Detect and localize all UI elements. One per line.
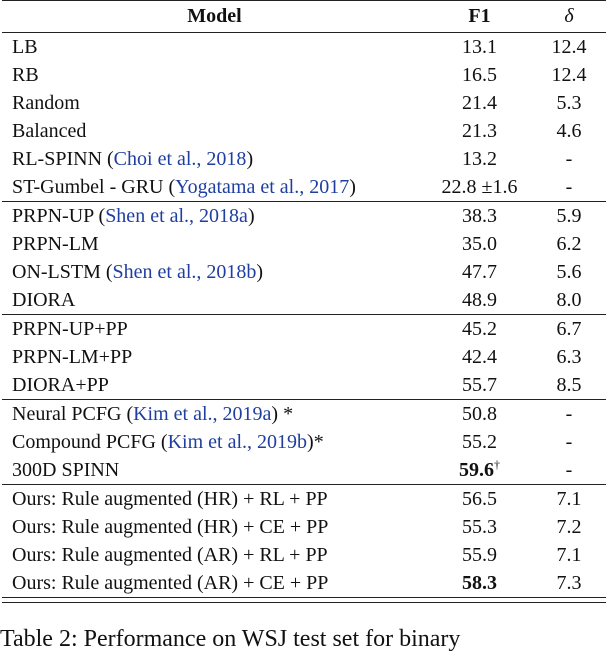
- header-model: Model: [187, 5, 242, 27]
- model-cell: [2, 261, 427, 284]
- delta-cell: 7.2: [556, 515, 582, 538]
- f1-value: 55.3: [462, 515, 497, 538]
- f1-value: 21.4: [462, 91, 497, 114]
- delta-cell: 6.7: [556, 317, 582, 340]
- table-row: [2, 371, 606, 399]
- f1-cell: [427, 92, 532, 115]
- f1-value: 42.4: [462, 345, 497, 368]
- model-name: Ours: Rule augmented (HR) + RL + PP: [12, 487, 328, 510]
- f1-value: 55.9: [462, 543, 497, 566]
- f1-cell: [427, 403, 532, 426]
- model-name: Ours: Rule augmented (AR) + CE + PP: [12, 571, 329, 594]
- table-row: [2, 286, 606, 314]
- citation-link[interactable]: Choi et al., 2018: [113, 147, 247, 170]
- f1-cell: [427, 64, 532, 87]
- table-row: [2, 145, 606, 173]
- delta-cell: 5.3: [556, 91, 582, 114]
- results-table: [2, 0, 606, 603]
- model-cell: [2, 92, 427, 115]
- f1-value: 21.3: [462, 119, 497, 142]
- header-f1: F1: [468, 5, 491, 27]
- f1-cell: [427, 456, 532, 482]
- model-cell: [2, 544, 427, 567]
- model-name: PRPN-LM+PP: [12, 345, 133, 368]
- f1-cell: [427, 572, 532, 595]
- model-suffix: ): [247, 204, 255, 227]
- delta-cell: 7.1: [556, 487, 582, 510]
- f1-cell: [427, 176, 532, 199]
- table-row: [2, 202, 606, 230]
- model-cell: [2, 516, 427, 539]
- f1-value: 56.5: [462, 487, 497, 510]
- f1-cell: [427, 289, 532, 312]
- header-delta: δ: [564, 5, 574, 27]
- model-cell: [2, 318, 427, 341]
- model-name: DIORA+PP: [12, 373, 109, 396]
- f1-cell: [427, 431, 532, 454]
- model-suffix: ): [256, 260, 264, 283]
- model-suffix: ): [246, 147, 254, 170]
- model-cell: [2, 64, 427, 87]
- model-cell: [2, 346, 427, 369]
- model-cell: [2, 205, 427, 228]
- delta-cell: 6.2: [556, 232, 582, 255]
- citation-link[interactable]: Shen et al., 2018a: [105, 204, 248, 227]
- delta-cell: -: [565, 458, 573, 481]
- table-caption: Table 2: Performance on WSJ test set for binary: [0, 626, 461, 652]
- group-rule: [2, 597, 606, 598]
- f1-value: 22.8 ±1.6: [441, 175, 518, 198]
- f1-value: 59.6: [459, 458, 494, 481]
- model-name: DIORA: [12, 288, 76, 311]
- f1-cell: [427, 374, 532, 397]
- f1-value: 48.9: [462, 288, 497, 311]
- f1-value: 47.7: [462, 260, 497, 283]
- model-name: PRPN-LM: [12, 232, 99, 255]
- table-row: [2, 89, 606, 117]
- model-suffix: ) *: [271, 402, 294, 425]
- f1-value: 38.3: [462, 204, 497, 227]
- delta-cell: 7.3: [556, 571, 582, 594]
- model-suffix: ): [349, 175, 356, 198]
- delta-cell: 4.6: [556, 119, 582, 142]
- citation-link[interactable]: Kim et al., 2019b: [167, 430, 308, 453]
- f1-cell: [427, 261, 532, 284]
- model-cell: [2, 572, 427, 595]
- delta-cell: -: [565, 175, 573, 198]
- f1-cell: [427, 120, 532, 143]
- model-cell: [2, 148, 427, 171]
- f1-value: 13.2: [462, 147, 497, 170]
- model-name: Neural PCFG (: [12, 402, 134, 425]
- citation-link[interactable]: Yogatama et al., 2017: [175, 175, 350, 198]
- f1-cell: [427, 318, 532, 341]
- f1-value: 50.8: [462, 402, 497, 425]
- dagger-mark: †: [494, 456, 500, 471]
- f1-value: 58.3: [462, 571, 497, 594]
- model-cell: [2, 289, 427, 312]
- citation-link[interactable]: Kim et al., 2019a: [133, 402, 272, 425]
- model-name: Ours: Rule augmented (AR) + RL + PP: [12, 543, 328, 566]
- f1-value: 16.5: [462, 63, 497, 86]
- citation-link[interactable]: Shen et al., 2018b: [112, 260, 257, 283]
- delta-cell: -: [565, 430, 573, 453]
- table-row: [2, 117, 606, 145]
- model-name: RB: [12, 63, 39, 86]
- delta-cell: -: [565, 147, 573, 170]
- f1-cell: [427, 516, 532, 539]
- table-row: [2, 230, 606, 258]
- f1-cell: [427, 346, 532, 369]
- delta-cell: -: [565, 402, 573, 425]
- table-row: [2, 400, 606, 428]
- table-row: [2, 173, 606, 201]
- delta-cell: 6.3: [556, 345, 582, 368]
- f1-cell: [427, 233, 532, 256]
- model-name: Compound PCFG (: [12, 430, 168, 453]
- table-row: [2, 315, 606, 343]
- model-name: ST-Gumbel - GRU (: [12, 175, 176, 198]
- model-cell: [2, 176, 427, 199]
- table-body: [2, 33, 606, 603]
- f1-cell: [427, 205, 532, 228]
- table-row: [2, 513, 606, 541]
- table-row: [2, 33, 606, 61]
- model-cell: [2, 431, 427, 454]
- delta-cell: 12.4: [551, 63, 587, 86]
- delta-cell: 5.9: [556, 204, 582, 227]
- table-row: [2, 456, 606, 484]
- table-row: [2, 428, 606, 456]
- delta-cell: 8.5: [556, 373, 582, 396]
- table-row: [2, 61, 606, 89]
- model-cell: [2, 120, 427, 143]
- table-header: [2, 1, 606, 32]
- f1-value: 35.0: [462, 232, 497, 255]
- f1-value: 55.2: [462, 430, 497, 453]
- f1-value: 55.7: [462, 373, 497, 396]
- model-cell: [2, 459, 427, 482]
- model-name: LB: [12, 35, 38, 58]
- f1-cell: [427, 148, 532, 171]
- model-name: Ours: Rule augmented (HR) + CE + PP: [12, 515, 329, 538]
- delta-cell: 5.6: [556, 260, 582, 283]
- bottom-rule: [2, 602, 606, 603]
- table-row: [2, 485, 606, 513]
- delta-cell: 8.0: [556, 288, 582, 311]
- model-name: 300D SPINN: [12, 458, 120, 481]
- f1-cell: [427, 544, 532, 567]
- model-name: ON-LSTM (: [12, 260, 113, 283]
- model-cell: [2, 374, 427, 397]
- table-row: [2, 343, 606, 371]
- model-name: RL-SPINN (: [12, 147, 114, 170]
- delta-cell: 12.4: [551, 35, 587, 58]
- f1-cell: [427, 488, 532, 511]
- model-name: Random: [12, 91, 80, 114]
- model-cell: [2, 36, 427, 59]
- model-cell: [2, 233, 427, 256]
- f1-value: 13.1: [462, 35, 497, 58]
- model-name: PRPN-UP+PP: [12, 317, 128, 340]
- f1-cell: [427, 36, 532, 59]
- table-row: [2, 541, 606, 569]
- model-name: Balanced: [12, 119, 87, 142]
- model-cell: [2, 403, 427, 426]
- delta-cell: 7.1: [556, 543, 582, 566]
- f1-value: 45.2: [462, 317, 497, 340]
- model-suffix: )*: [307, 430, 324, 453]
- table-row: [2, 258, 606, 286]
- model-name: PRPN-UP (: [12, 204, 106, 227]
- table-row: [2, 569, 606, 597]
- model-cell: [2, 488, 427, 511]
